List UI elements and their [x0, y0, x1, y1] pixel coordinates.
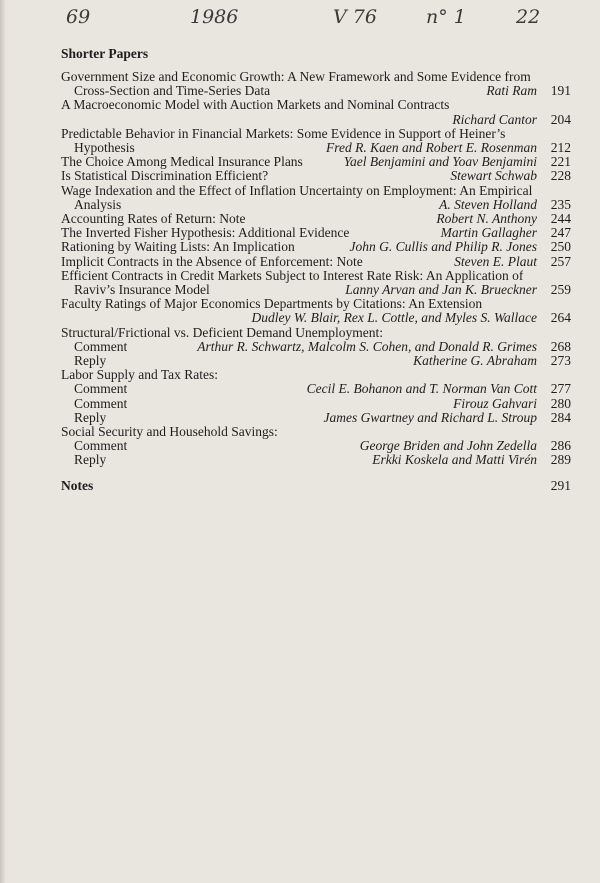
toc-entry: [61, 326, 571, 369]
entry-page-number: 191: [550, 83, 571, 99]
entry-author: Cecil E. Bohanon and T. Norman Van Cott: [306, 381, 537, 397]
entry-title: Raviv’s Insurance Model: [74, 283, 210, 298]
entry-page-number: 235: [550, 196, 571, 212]
toc-line: [61, 354, 571, 368]
toc-entry: [61, 127, 571, 155]
toc-line: [61, 326, 571, 340]
entry-title: Comment: [74, 339, 128, 354]
entry-page-number: 264: [550, 310, 571, 326]
entry-title: Faculty Ratings of Major Economics Departments by Citations: An Extension: [61, 297, 483, 312]
entry-title: Wage Indexation and the Effect of Inflation Uncertainty on Employment: An Empirical: [61, 183, 533, 198]
entry-author: George Briden and John Zedella: [359, 438, 537, 454]
entry-page-number: 221: [550, 154, 571, 170]
toc-entry: [61, 169, 571, 183]
toc-entry: [61, 425, 571, 468]
toc-line: [61, 127, 571, 141]
entry-author: Arthur R. Schwartz, Malcolm S. Cohen, and Donald R. Grimes: [197, 338, 537, 354]
entry-author: Katherine G. Abraham: [413, 353, 537, 369]
entry-title: Is Statistical Discrimination Efficient?: [61, 169, 269, 184]
entry-title: Rationing by Waiting Lists: An Implication: [61, 240, 295, 255]
toc-line: [61, 297, 571, 311]
entry-page-number: 286: [550, 438, 571, 454]
entry-title: Comment: [74, 396, 128, 411]
handwritten-note-3: V 76: [333, 6, 377, 28]
entry-title: Reply: [74, 354, 107, 369]
toc-line: [61, 311, 571, 325]
page-edge-shadow: [0, 0, 6, 883]
entry-page-number: 259: [550, 282, 571, 298]
toc-line: [61, 425, 571, 439]
handwritten-note-2: 1986: [190, 6, 239, 28]
toc-line: [61, 340, 571, 354]
toc-line: [61, 169, 571, 183]
toc-line: [61, 155, 571, 169]
toc-line: [61, 184, 571, 198]
entry-title: Reply: [74, 453, 107, 468]
toc-entry: [61, 70, 571, 98]
toc-entry: [61, 155, 571, 169]
toc-line: [61, 255, 571, 269]
entry-page-number: 268: [550, 338, 571, 354]
entry-author: Rati Ram: [486, 83, 537, 99]
toc-entry: [61, 226, 571, 240]
notes-page: 291: [550, 478, 571, 493]
handwritten-note-5: 22: [516, 6, 541, 28]
toc-line: [61, 198, 571, 212]
entry-author: A. Steven Holland: [439, 196, 537, 212]
entry-title: Structural/Frictional vs. Deficient Demand Unemployment:: [61, 325, 384, 340]
entry-title: Predictable Behavior in Financial Markets: Some Evidence in Support of Heiner’s: [61, 126, 506, 141]
entry-title: Efficient Contracts in Credit Markets Subject to Interest Rate Risk: An Application of: [61, 268, 524, 283]
entry-author: Erkki Koskela and Matti Virén: [372, 452, 537, 468]
entry-title: Hypothesis: [74, 141, 135, 156]
entry-title: The Inverted Fisher Hypothesis: Additional Evidence: [61, 226, 350, 241]
entry-page-number: 280: [550, 395, 571, 411]
toc-entry: [61, 212, 571, 226]
entry-author: Dudley W. Blair, Rex L. Cottle, and Myles S. Wallace: [251, 310, 537, 326]
entry-author: Lanny Arvan and Jan K. Brueckner: [345, 282, 537, 298]
toc-line: [61, 411, 571, 425]
toc-line: [61, 84, 571, 98]
entry-author: Fred R. Kaen and Robert E. Rosenman: [326, 140, 537, 156]
toc-line: [61, 439, 571, 453]
entry-title: A Macroeconomic Model with Auction Markets and Nominal Contracts: [61, 98, 450, 113]
toc-line: [61, 453, 571, 467]
toc-line: [61, 226, 571, 240]
toc-entry: [61, 255, 571, 269]
toc-line: [61, 113, 571, 127]
entry-author: John G. Cullis and Philip R. Jones: [349, 239, 537, 255]
toc-line: [61, 98, 571, 112]
entry-page-number: 284: [550, 409, 571, 425]
entry-author: Stewart Schwab: [450, 168, 537, 184]
entry-page-number: 257: [550, 253, 571, 269]
entry-author: Richard Cantor: [452, 111, 537, 127]
entry-author: Yael Benjamini and Yoav Benjamini: [343, 154, 537, 170]
section-heading: Shorter Papers: [61, 46, 149, 61]
toc-line: [61, 397, 571, 411]
toc-line: [61, 70, 571, 84]
toc-entry: [61, 184, 571, 212]
entry-author: Martin Gallagher: [440, 225, 537, 241]
entry-title: Comment: [74, 382, 128, 397]
entry-page-number: 212: [550, 140, 571, 156]
entry-title: Analysis: [74, 197, 122, 212]
entry-title: Reply: [74, 410, 107, 425]
toc-entry: [61, 297, 571, 325]
entry-page-number: 247: [550, 225, 571, 241]
handwritten-note-4: n° 1: [426, 6, 466, 28]
toc-line: [61, 212, 571, 226]
entry-author: Firouz Gahvari: [453, 395, 537, 411]
toc-entry: [61, 240, 571, 254]
entry-title: Labor Supply and Tax Rates:: [61, 368, 219, 383]
notes-label: Notes: [61, 478, 94, 493]
entry-page-number: 250: [550, 239, 571, 255]
toc-entry: [61, 269, 571, 297]
entry-title: Social Security and Household Savings:: [61, 425, 278, 440]
entry-page-number: 277: [550, 381, 571, 397]
handwritten-note-1: 69: [66, 6, 91, 28]
toc-line: [61, 382, 571, 396]
entry-author: Robert N. Anthony: [436, 211, 537, 227]
entry-title: Accounting Rates of Return: Note: [61, 212, 246, 227]
entry-title: Cross-Section and Time-Series Data: [74, 84, 271, 99]
entry-title: Implicit Contracts in the Absence of Enforcement: Note: [61, 254, 363, 269]
entry-title: The Choice Among Medical Insurance Plans: [61, 155, 303, 170]
entry-page-number: 244: [550, 211, 571, 227]
notes-entry: [61, 478, 571, 494]
toc-entry: [61, 98, 571, 126]
entry-page-number: 289: [550, 452, 571, 468]
toc-line: [61, 283, 571, 297]
entry-page-number: 204: [550, 111, 571, 127]
entry-title: Government Size and Economic Growth: A New Framework and Some Evidence from: [61, 70, 531, 84]
entry-author: James Gwartney and Richard L. Stroup: [323, 409, 537, 425]
table-of-contents: [61, 70, 571, 468]
entry-author: Steven E. Plaut: [454, 253, 537, 269]
toc-line: [61, 269, 571, 283]
toc-line: [61, 368, 571, 382]
toc-line: [61, 141, 571, 155]
entry-title: Comment: [74, 439, 128, 454]
toc-line: [61, 240, 571, 254]
entry-page-number: 273: [550, 353, 571, 369]
toc-entry: [61, 368, 571, 425]
entry-page-number: 228: [550, 168, 571, 184]
